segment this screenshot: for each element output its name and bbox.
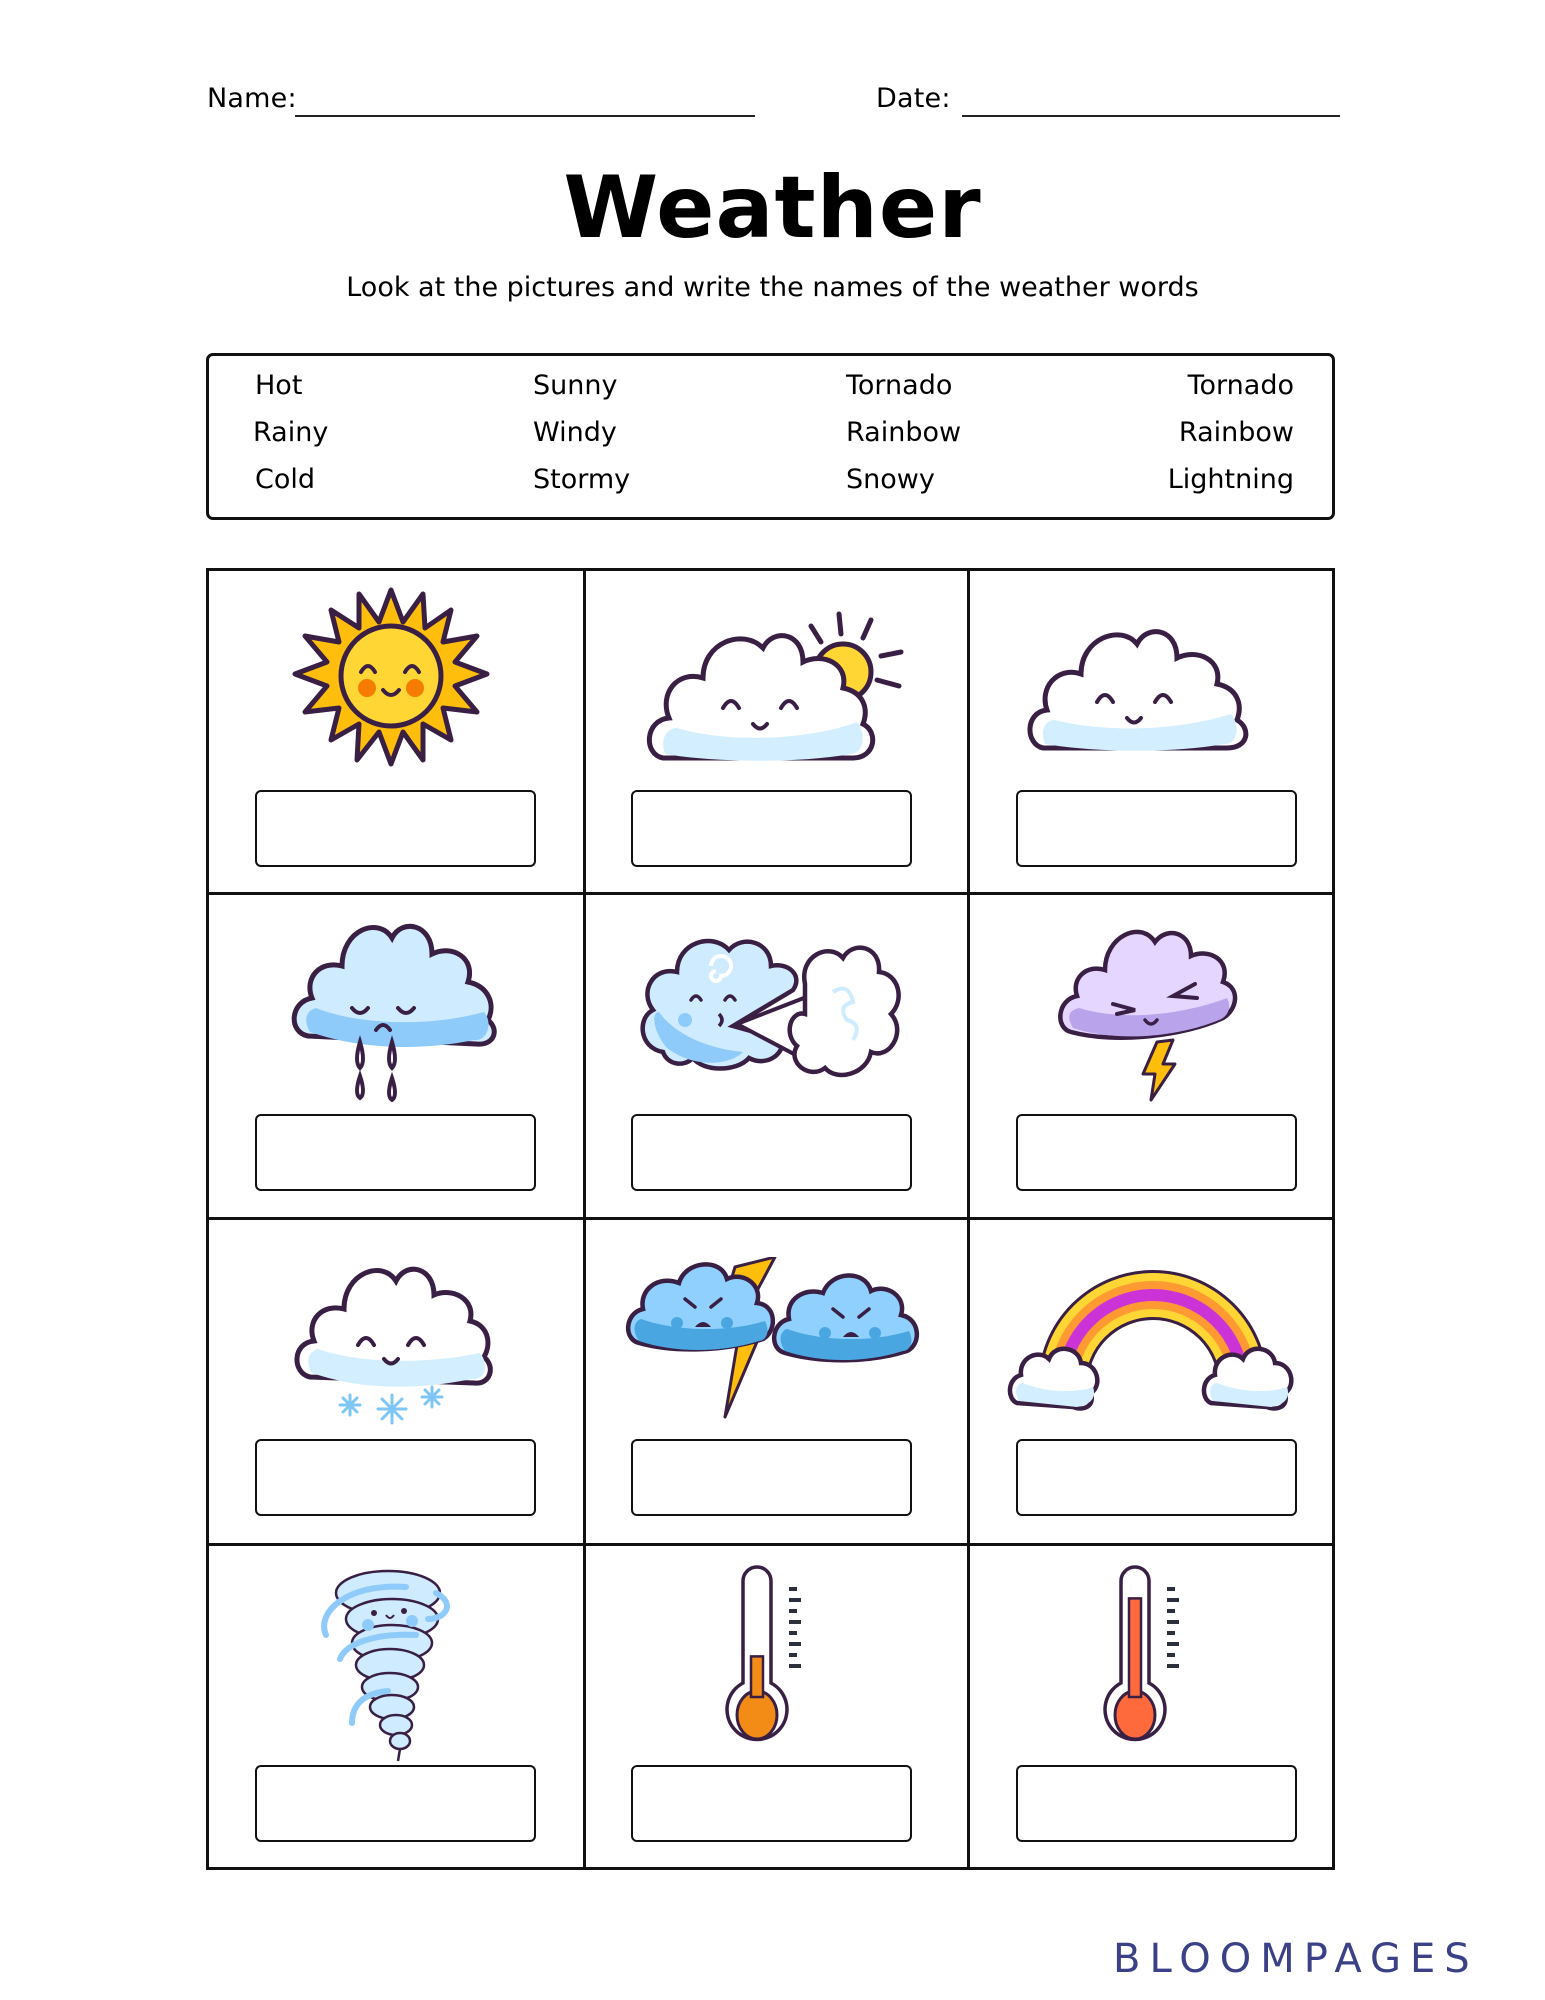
- word-bank-word: Lightning: [1167, 464, 1294, 495]
- grid-cell: [583, 892, 967, 1217]
- cloud-with-sun-icon: [643, 608, 913, 768]
- smiling-sun-icon: [291, 584, 491, 769]
- answer-box[interactable]: [255, 1439, 536, 1516]
- name-label: Name:: [207, 83, 297, 114]
- word-bank-word: Hot: [255, 370, 303, 401]
- brand-logo: BLOOMPAGES: [1113, 1936, 1479, 1982]
- page-title: Weather: [563, 158, 982, 258]
- answer-box[interactable]: [255, 1765, 536, 1842]
- date-field[interactable]: [962, 115, 1340, 117]
- rain-cloud-icon: [286, 912, 506, 1102]
- grid-cell: [583, 1543, 967, 1867]
- grid-cell: [583, 1217, 967, 1543]
- answer-box[interactable]: [631, 1114, 912, 1191]
- grid-cell: [206, 892, 583, 1217]
- grid-cell: [967, 892, 1335, 1217]
- word-bank-word: Stormy: [533, 464, 631, 495]
- grid-cell: [967, 568, 1335, 892]
- picture-grid: [206, 568, 1335, 1870]
- word-bank-word: Cold: [255, 464, 316, 495]
- answer-box[interactable]: [255, 790, 536, 867]
- storm-clouds-icon: [625, 1257, 925, 1427]
- word-bank-word: Rainbow: [846, 417, 962, 448]
- date-label: Date:: [876, 83, 951, 114]
- word-bank: [206, 353, 1335, 520]
- grid-cell: [206, 1217, 583, 1543]
- answer-box[interactable]: [1016, 1765, 1297, 1842]
- word-bank-word: Windy: [533, 417, 617, 448]
- word-bank-word: Rainy: [253, 417, 329, 448]
- grid-cell: [967, 1217, 1335, 1543]
- tornado-icon: [296, 1563, 476, 1763]
- thermometer-level: [1129, 1598, 1141, 1697]
- smiling-cloud-icon: [1025, 608, 1275, 758]
- thermometer-level: [751, 1656, 763, 1697]
- grid-cell: [583, 568, 967, 892]
- answer-box[interactable]: [1016, 1114, 1297, 1191]
- grid-cell: [206, 1543, 583, 1867]
- name-field[interactable]: [295, 115, 755, 117]
- word-bank-word: Rainbow: [1178, 417, 1294, 448]
- word-bank-word: Sunny: [533, 370, 618, 401]
- answer-box[interactable]: [631, 790, 912, 867]
- thermometer-high-icon: [1101, 1565, 1211, 1755]
- answer-box[interactable]: [631, 1765, 912, 1842]
- word-bank-word: Tornado: [846, 370, 953, 401]
- grid-cell: [967, 1543, 1335, 1867]
- word-bank-word: Tornado: [1187, 370, 1294, 401]
- answer-box[interactable]: [255, 1114, 536, 1191]
- answer-box[interactable]: [1016, 790, 1297, 867]
- rainbow-icon: [1007, 1267, 1297, 1417]
- thermometer-low-icon: [723, 1565, 833, 1755]
- word-bank-word: Snowy: [846, 464, 935, 495]
- answer-box[interactable]: [631, 1439, 912, 1516]
- grid-border-bottom: [206, 1867, 1335, 1870]
- instructions: Look at the pictures and write the names of the weather words: [346, 272, 1199, 303]
- lightning-cloud-icon: [1055, 914, 1245, 1104]
- wind-blowing-cloud-icon: [633, 922, 923, 1097]
- grid-cell: [206, 568, 583, 892]
- snow-cloud-icon: [292, 1247, 502, 1427]
- answer-box[interactable]: [1016, 1439, 1297, 1516]
